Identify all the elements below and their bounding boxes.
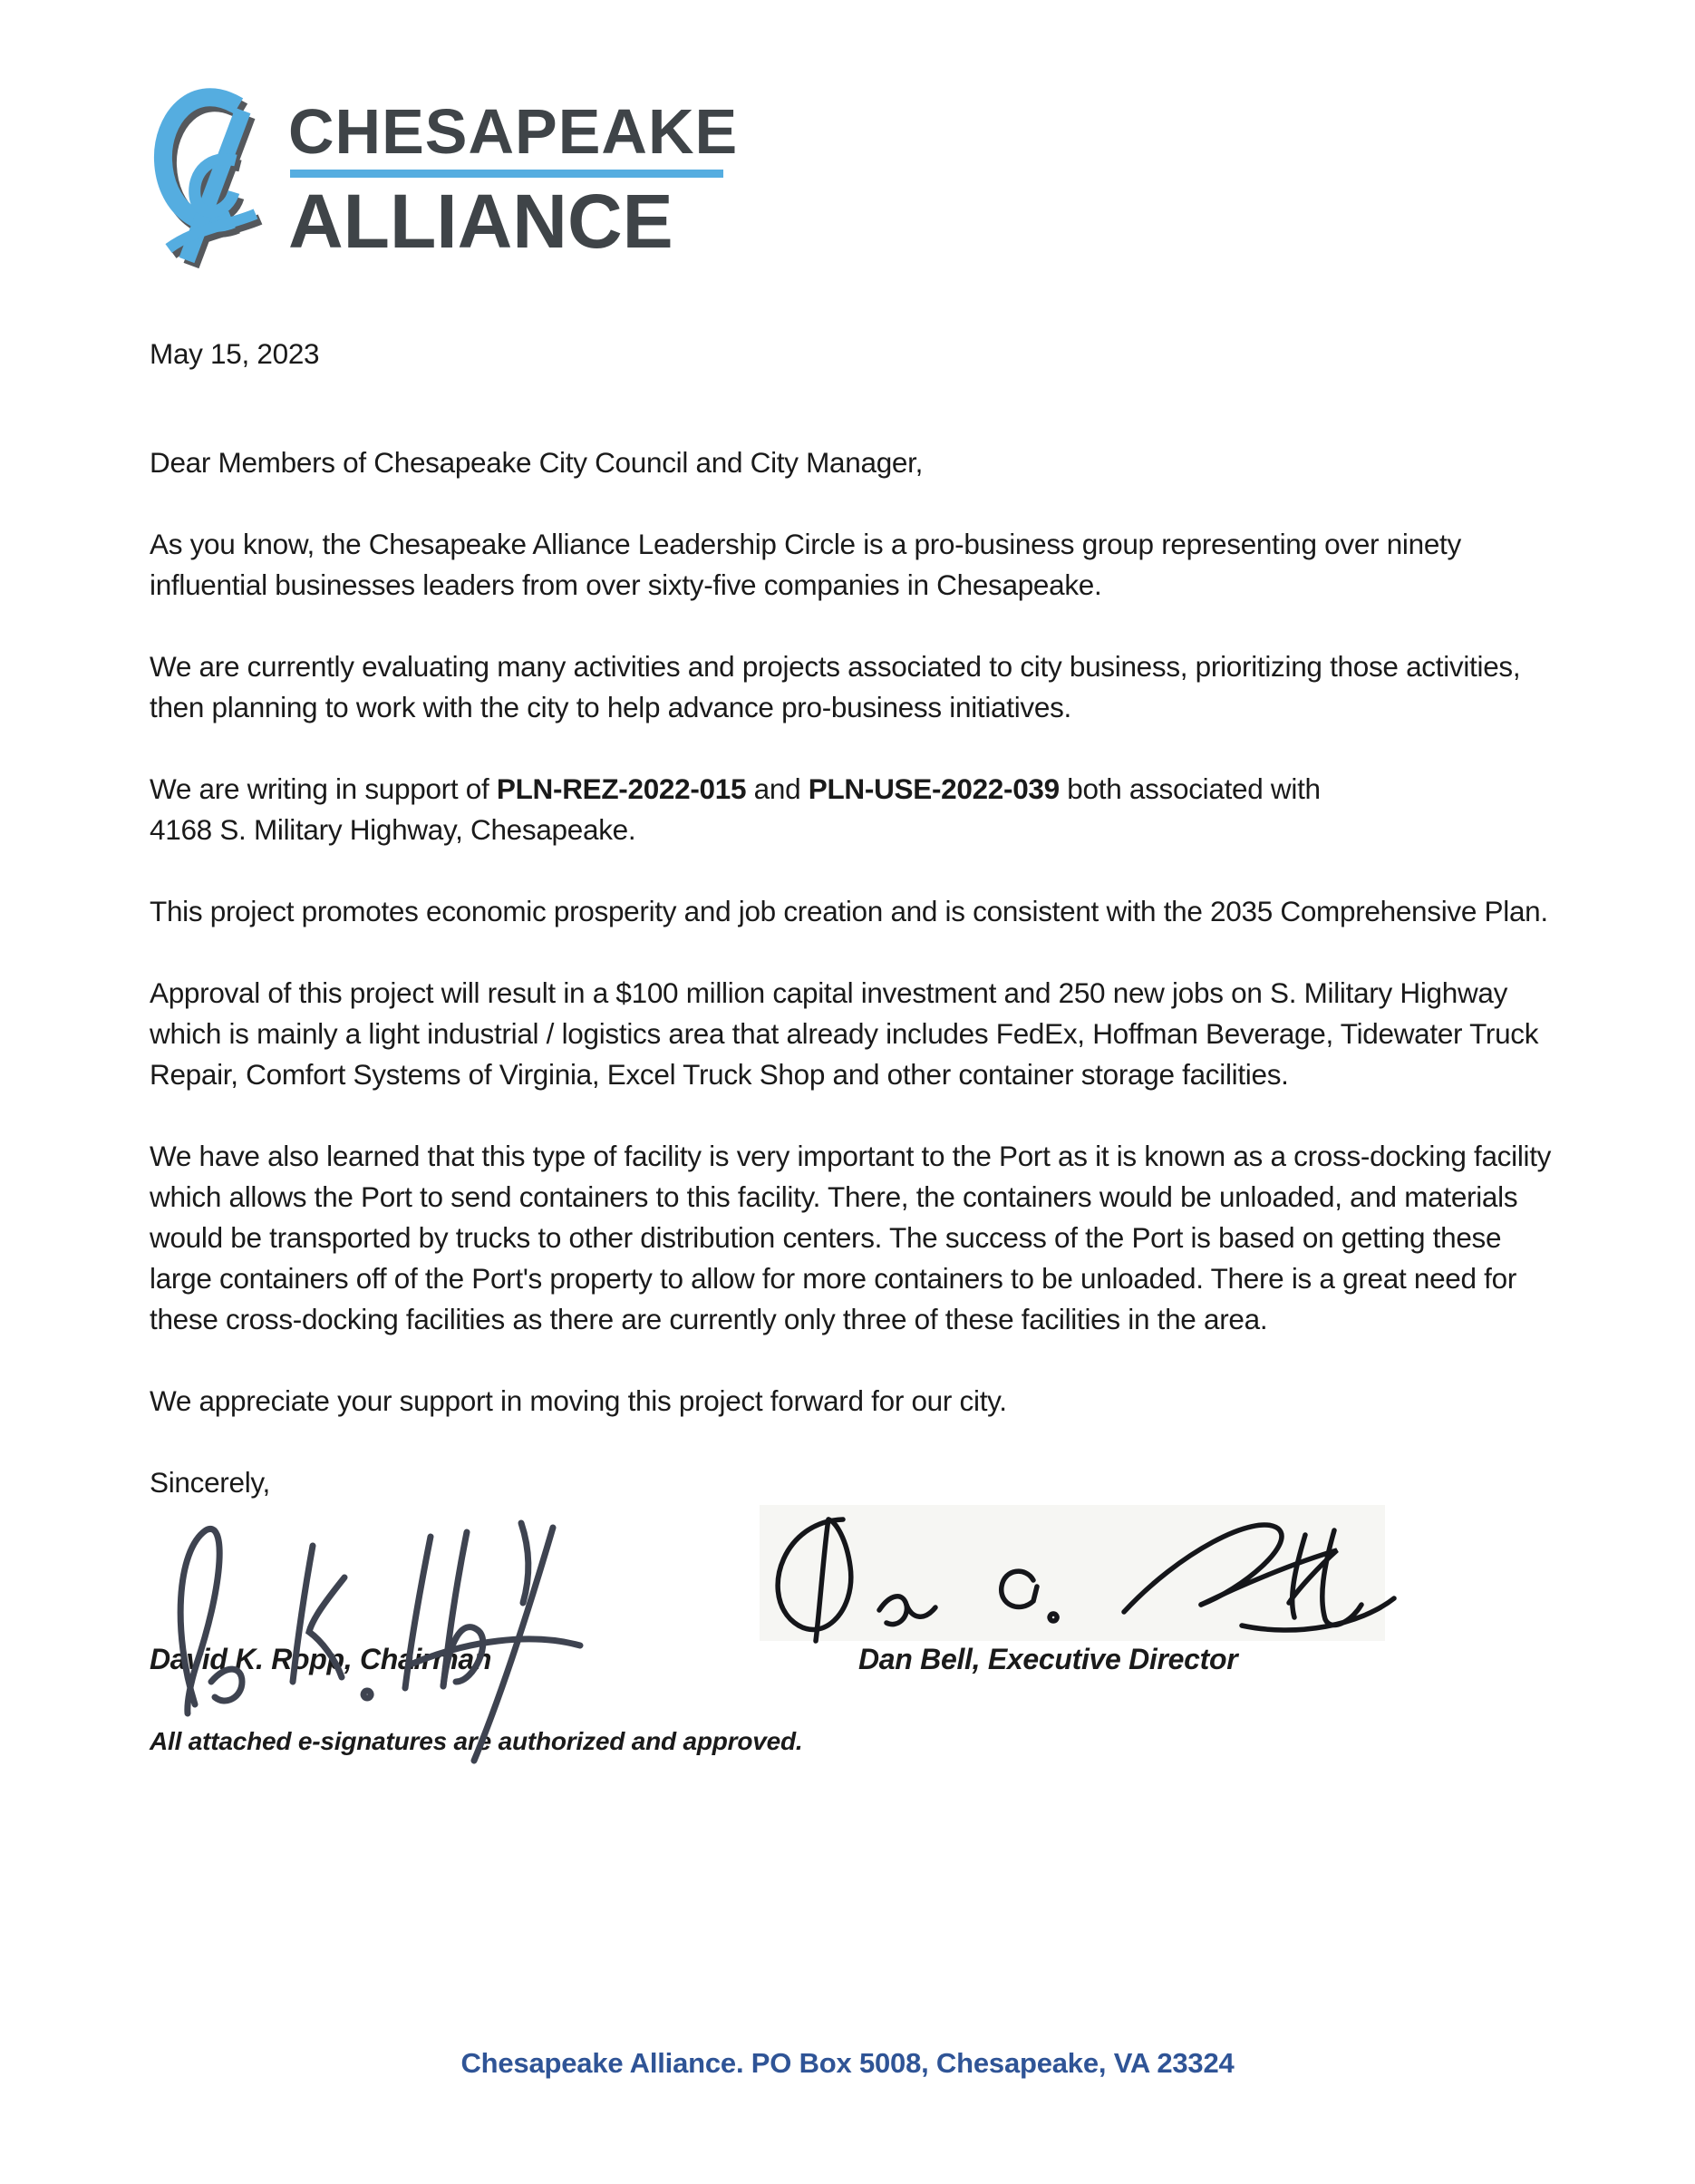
ropp-signature-image xyxy=(140,1496,594,1768)
logo-wordmark-alliance: ALLIANCE xyxy=(288,179,673,264)
body-paragraph: We appreciate your support in moving this project forward for our city. xyxy=(150,1384,1007,1417)
logo-wordmark-chesapeake: CHESAPEAKE xyxy=(288,96,739,167)
letter-body xyxy=(150,524,1568,1422)
body-paragraph: We are writing in support of PLN-REZ-2022-015 and PLN-USE-2022-039 both associated with 4168 S. Military Highway, Chesapeake. xyxy=(150,772,1321,846)
body-paragraph: This project promotes economic prosperity and job creation and is consistent with the 2035 Comprehensive Plan. xyxy=(150,895,1548,927)
body-paragraph: We are currently evaluating many activities and projects associated to city business, prioritizing those activities, then planning to work with the city to help advance pro-business initiatives. xyxy=(150,650,1521,723)
ropp-name-title: David K. Ropp, Chairman xyxy=(150,1643,492,1675)
footer-address: Chesapeake Alliance. PO Box 5008, Chesapeake, VA 23324 xyxy=(460,2047,1235,2079)
body-paragraph: Approval of this project will result in a $100 million capital investment and 250 new jobs on S. Military Highway which is mainly a light industrial / logistics area that already includes FedEx, Hoffman Beverage, Tidewater Truck Repair, Comfort Systems of Virginia, Excel Truck Shop and other container storage facilities. xyxy=(150,976,1539,1091)
body-paragraph: We have also learned that this type of facility is very important to the Port as it is known as a cross-docking facility which allows the Port to send containers to this facility. There, the containers would be unloaded, and materials would be transported by trucks to other distribution centers. The success of the Port is based on getting these large containers off of the Port's property to allow for more containers to be unloaded. There is a great need for these cross-docking facilities as there are currently only three of these facilities in the area. xyxy=(150,1140,1552,1335)
closing-sincerely: Sincerely, xyxy=(150,1466,270,1499)
letter-content xyxy=(150,0,1568,1762)
body-paragraph: As you know, the Chesapeake Alliance Leadership Circle is a pro-business group representing over ninety influential businesses leaders from over sixty-five companies in Chesapeake. xyxy=(150,528,1461,601)
salutation: Dear Members of Chesapeake City Council and City Manager, xyxy=(150,446,924,479)
bell-name-title: Dan Bell, Executive Director xyxy=(858,1643,1238,1675)
signature-block xyxy=(150,1503,1568,1721)
letter-date: May 15, 2023 xyxy=(150,337,320,370)
bell-signature-image xyxy=(734,1503,1405,1657)
esignature-note: All attached e-signatures are authorized and approved. xyxy=(150,1727,803,1755)
